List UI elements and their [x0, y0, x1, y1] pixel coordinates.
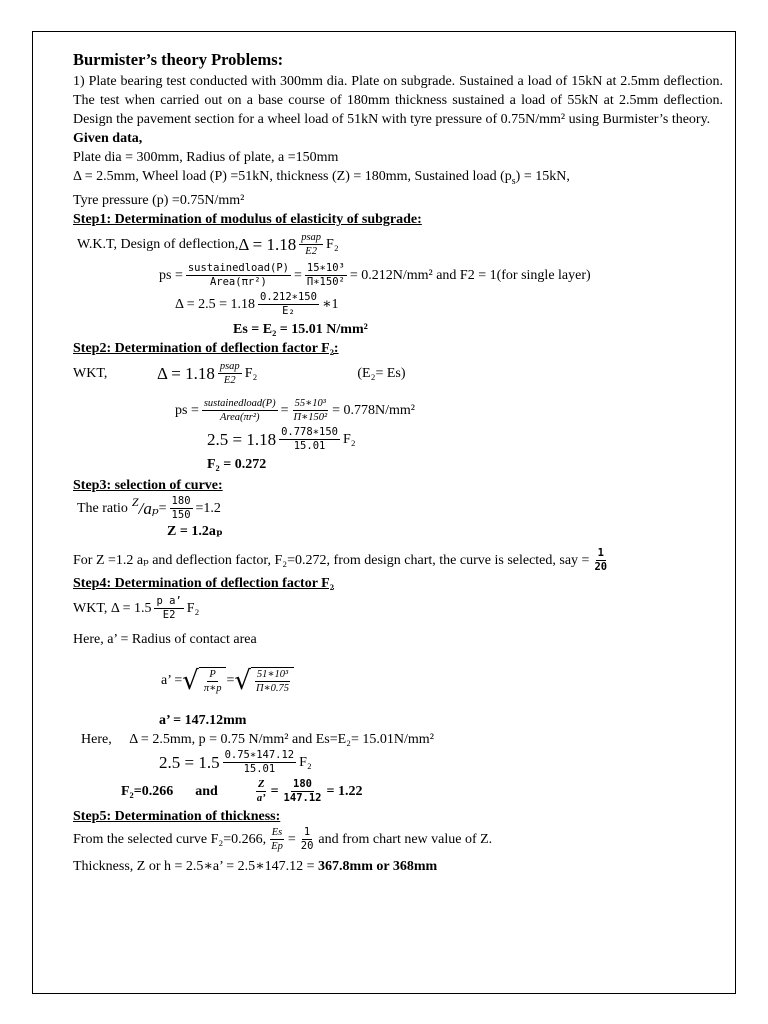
- document-body: [73, 50, 723, 876]
- step1-wkt-line: W.K.T, Design of deflection, Δ = 1.18 $\frac{\text{psap}}{E2}$ F₂: [77, 231, 339, 257]
- step3-heading: Step3: selection of curve:: [73, 477, 223, 493]
- step5-thickness-line: Thickness, Z or h = 2.5∗a’ = 2.5∗147.12 = 367.8mm or 368mm: [73, 858, 438, 874]
- step4-f2-line: F₂=0.266 and $\frac{Z}{a’}$ = $\frac{180}{147.12}$ = 1.22: [121, 777, 363, 804]
- step1-heading: Step1: Determination of modulus of elasticity of subgrade:: [73, 211, 422, 227]
- step4-wkt-line: WKT, Δ = 1.5 $\frac{\text{p a’}}{E2}$ F₂: [73, 594, 200, 621]
- step4-a-result: a’ = 147.12mm: [159, 712, 247, 728]
- step1-deflection-fraction: $\frac{\text{psap}}{E2}$: [301, 231, 322, 257]
- step3-result: Z = 1.2aₚ: [167, 523, 223, 539]
- sqrt-symbol-1: √ $\frac{P}{\pi∗p}$: [182, 667, 226, 695]
- step4-heading: Step4: Determination of deflection factor F₂: [73, 575, 334, 591]
- step4-here2-line: Here, Δ = 2.5mm, p = 0.75 N/mm² and Es=E₂= 15.01N/mm²: [81, 731, 434, 747]
- step2-heading: Step2: Determination of deflection factor F₂:: [73, 340, 339, 356]
- given-heading: Given data,: [73, 131, 143, 146]
- given-line-1: Plate dia = 300mm, Radius of plate, a =150mm: [73, 150, 339, 165]
- given-line-3: Tyre pressure (p) =0.75N/mm²: [73, 192, 245, 208]
- step2-wkt-line: WKT, Δ = 1.18 $\frac{\text{psap}}{E2}$ F₂ (E₂= Es): [73, 360, 406, 386]
- step3-curve-line: For Z =1.2 aₚ and deflection factor, F₂=0.272, from design chart, the curve is selected, say = $\frac{1}{20}$: [73, 546, 608, 573]
- step4-calc-line: 2.5 = 1.5 $\frac{0.75∗147.12}{15.01}$ F₂: [159, 748, 312, 775]
- document-title: Burmister’s theory Problems:: [73, 50, 284, 69]
- step2-calc-line: 2.5 = 1.18 $\frac{0.778∗150}{15.01}$ F₂: [207, 425, 356, 452]
- step1-result: Es = E₂ = 15.01 N/mm²: [233, 321, 368, 337]
- step5-heading: Step5: Determination of thickness:: [73, 808, 281, 824]
- step5-curve-line: From the selected curve F₂=0.266, $\frac{Es}{Ep}$ = $\frac{1}{20}$ and from chart new value of Z.: [73, 825, 493, 852]
- step1-ps-line: ps = $\frac{\text{sustainedload(P)}}{\text{Area(πr²)}}$ = $\frac{\text{15∗10³}}{\text{Π∗150²}}$ = 0.212N/mm² and F2 = 1(for single layer): [159, 261, 591, 288]
- step1-calc-line: Δ = 2.5 = 1.18 $\frac{0.212∗150}{\text{E₂}}$ ∗1: [175, 290, 339, 317]
- given-line-2: Δ = 2.5mm, Wheel load (P) =51kN, thickness (Z) = 180mm, Sustained load $(p_s) = 15kN$,: [73, 169, 570, 187]
- sqrt-symbol-2: √ $\frac{\text{51∗10³}}{\Pi∗0.75}$: [234, 667, 294, 695]
- step3-ratio-line: The ratio Z /aₚ = $\frac{180}{150}$ =1.2: [77, 494, 221, 521]
- step4-here-line: Here, a’ = Radius of contact area: [73, 631, 257, 647]
- step2-ps-line: ps = $\frac{\text{sustainedload(P)}}{\text{Area(πr²)}}$ = $\frac{\text{55∗10³}}{\text{Π∗150²}}$ = 0.778N/mm²: [175, 397, 415, 423]
- problem-statement: 1) Plate bearing test conducted with 300mm dia. Plate on subgrade. Sustained a load of 15kN at 2.5mm deflection. The test when carried out on a base course of 180mm thickness sustained a load of 55kN at 2.5mm deflection. Design the pavement section for a wheel load of 51kN with tyre pressure of 0.75N/mm² using Burmister’s theory.: [73, 74, 723, 127]
- step4-a-formula: a’ = √ $\frac{P}{\pi∗p}$ = √ $\frac{\text{51∗10³}}{\Pi∗0.75}$: [161, 667, 723, 695]
- step2-result: F₂ = 0.272: [207, 456, 267, 472]
